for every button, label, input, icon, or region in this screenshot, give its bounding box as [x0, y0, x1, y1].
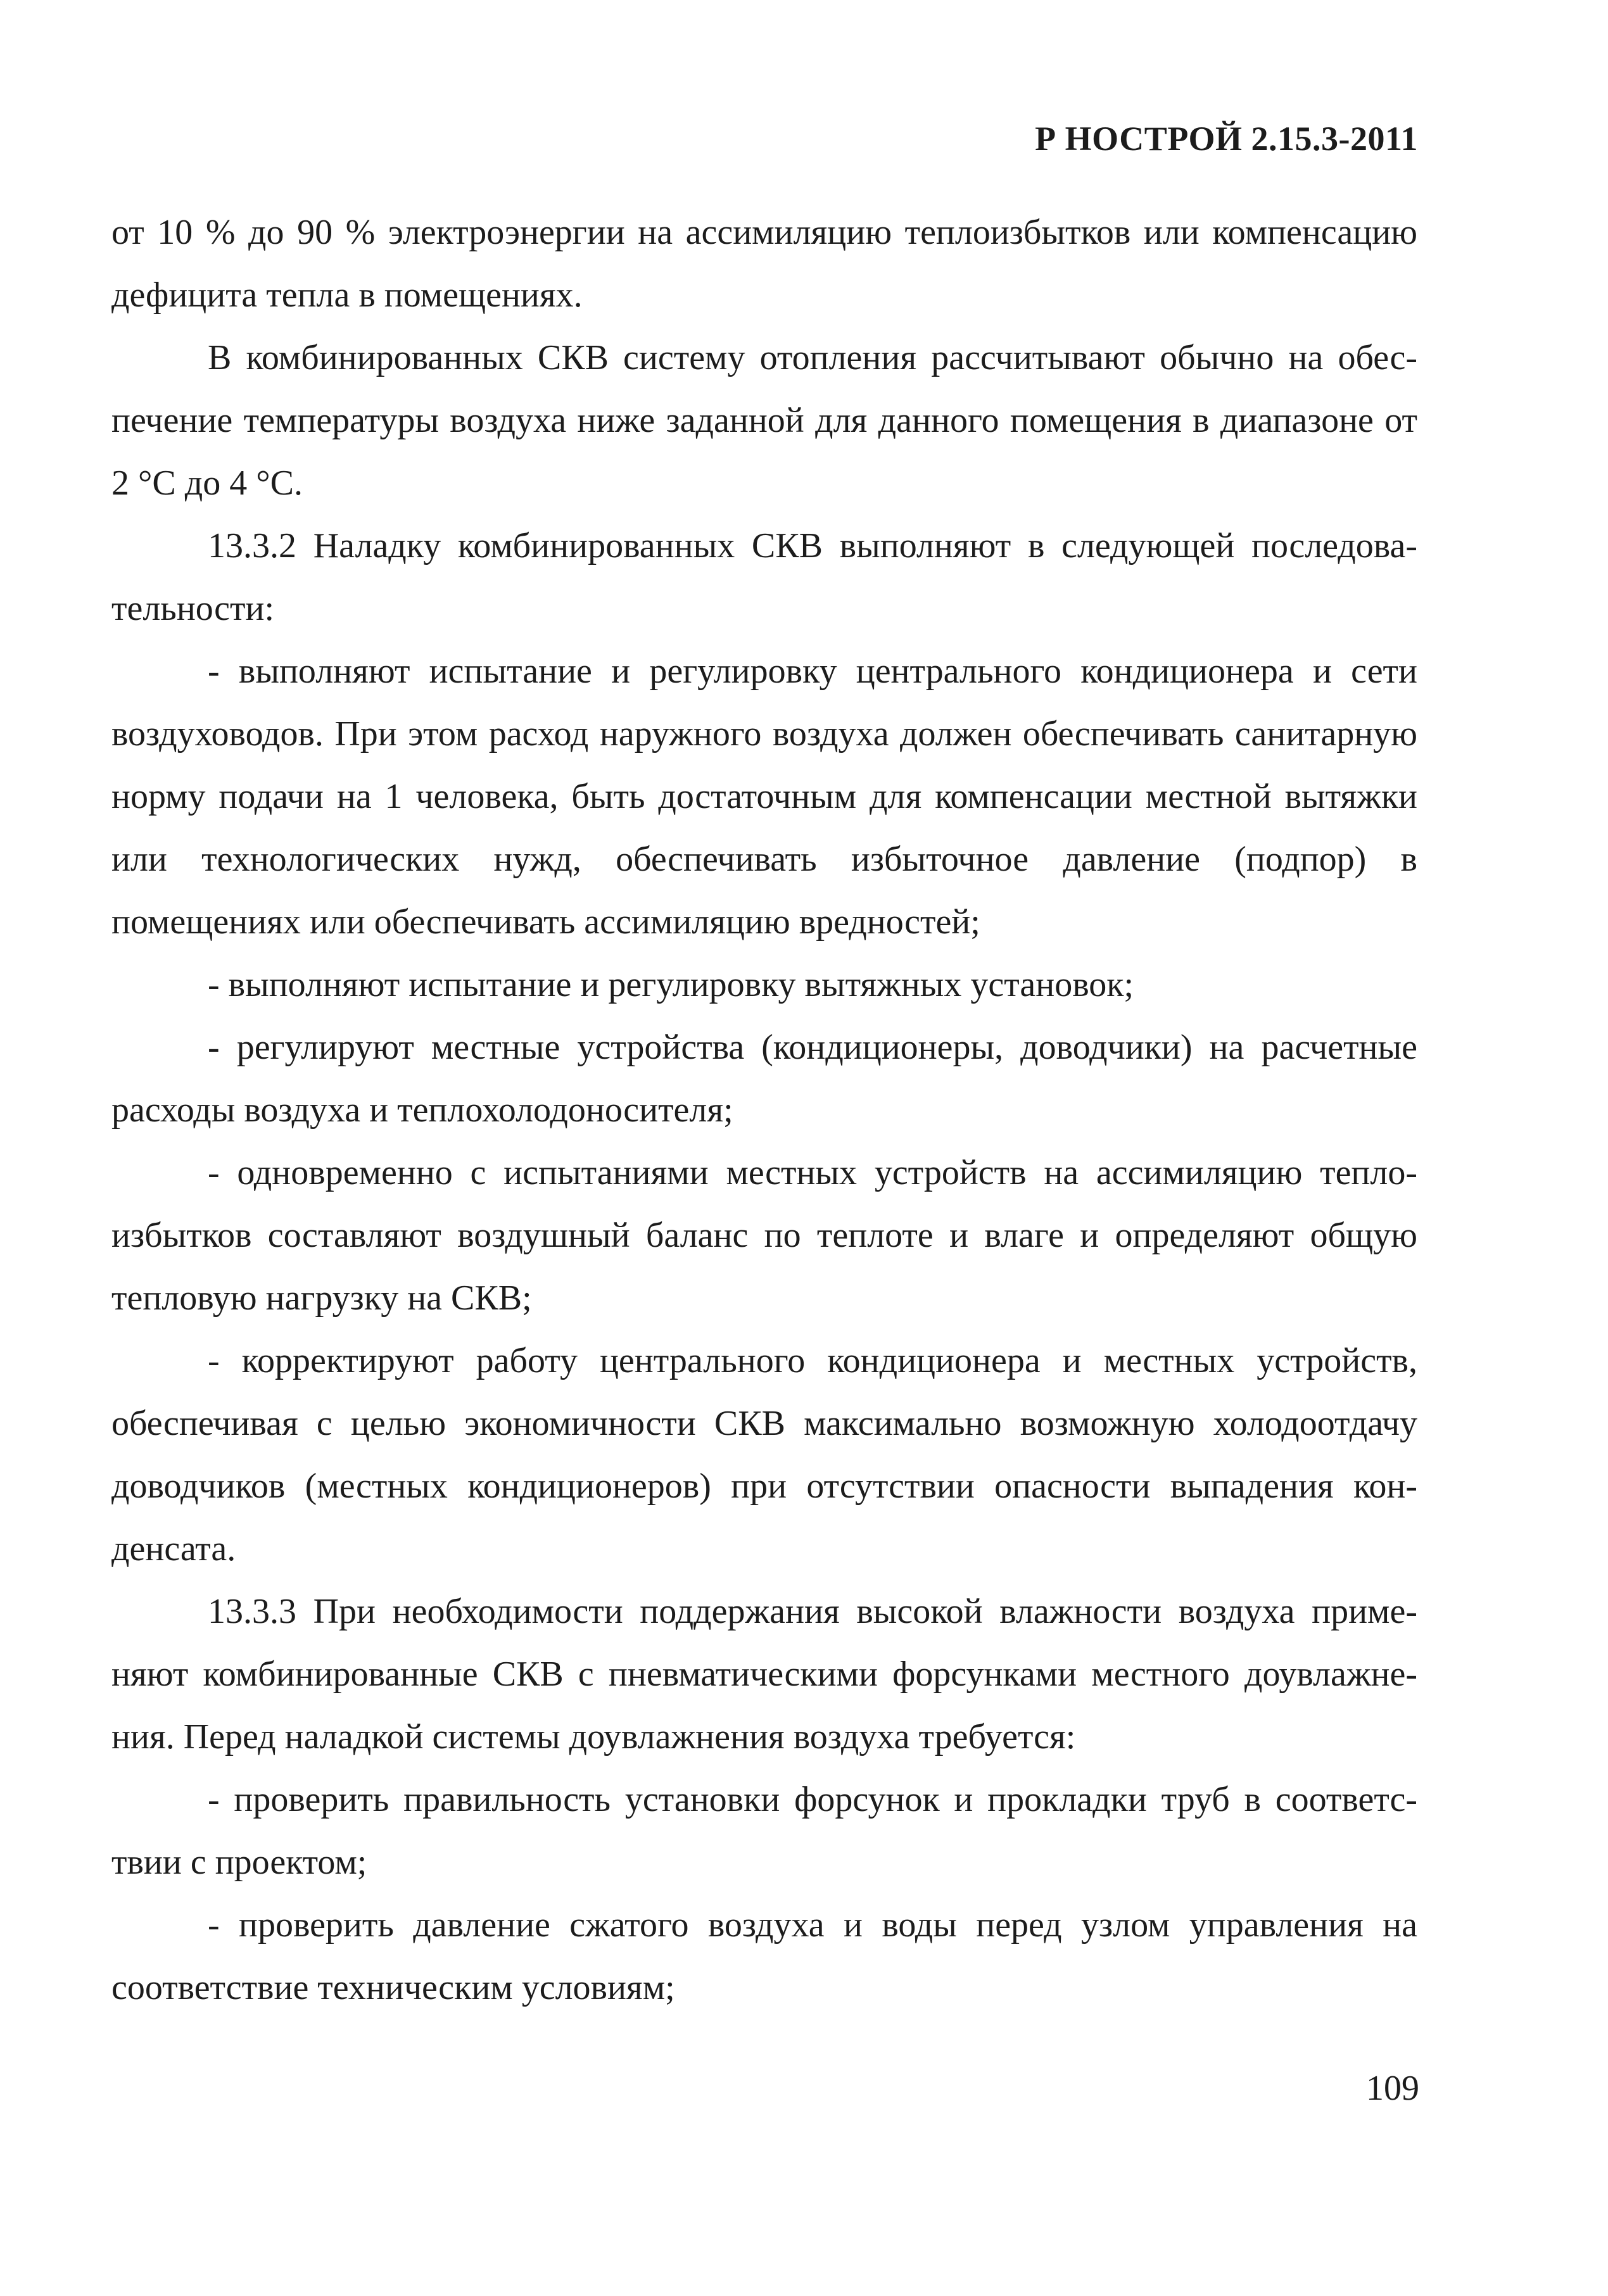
list-item: - проверить давление сжатого воздуха и воды перед узлом управления на соответствие техническим условиям; [111, 1905, 1417, 2007]
page-number: 109 [1366, 2069, 1419, 2108]
list-item: - проверить правильность установки форсунок и прокладки труб в соответствии с проектом; [111, 1780, 1417, 1882]
list-item: - выполняют испытание и регулировку центрального кондиционера и сети воздуховодов. При этом расход наружного воздуха должен обеспечивать санитарную норму подачи на 1 человека, быть достаточным для компенсации местной вытяжки или технологических нужд, обеспечивать избыточное давление (подпор) в помещениях или обеспечивать ассимиляцию вредностей; [111, 652, 1417, 942]
section-paragraph-13-3-3: 13.3.3 При необходимости поддержания высокой влажности воздуха применяют комбинированные СКВ с пневматическими форсунками местного доувлажнения. Перед наладкой системы доувлажнения воздуха требуется: [111, 1592, 1417, 1757]
list-item: - корректируют работу центрального кондиционера и местных устройств, обеспечивая с целью экономичности СКВ максимально возможную холодоотдачу доводчиков (местных кондиционеров) при отсутствии опасности выпадения конденсата. [111, 1341, 1417, 1568]
list-item: - регулируют местные устройства (кондиционеры, доводчики) на расчетные расходы воздуха и теплохолодоносителя; [111, 1028, 1417, 1130]
document-header: Р НОСТРОЙ 2.15.3-2011 [1035, 120, 1418, 158]
document-body [111, 201, 1417, 2019]
list-item: - одновременно с испытаниями местных устройств на ассимиляцию теплоизбытков составляют воздушный баланс по теплоте и влаге и определяют общую тепловую нагрузку на СКВ; [111, 1153, 1417, 1318]
paragraph-continuation: от 10 % до 90 % электроэнергии на ассимиляцию теплоизбытков или компенсацию дефицита тепла в помещениях. [111, 213, 1417, 315]
list-item: - выполняют испытание и регулировку вытяжных установок; [208, 965, 1134, 1004]
section-paragraph-13-3-2: 13.3.2 Наладку комбинированных СКВ выполняют в следующей последовательности: [111, 526, 1417, 628]
paragraph: В комбинированных СКВ систему отопления рассчитывают обычно на обеспечение температуры воздуха ниже заданной для данного помещения в диапазоне от 2 °С до 4 °С. [111, 338, 1417, 503]
